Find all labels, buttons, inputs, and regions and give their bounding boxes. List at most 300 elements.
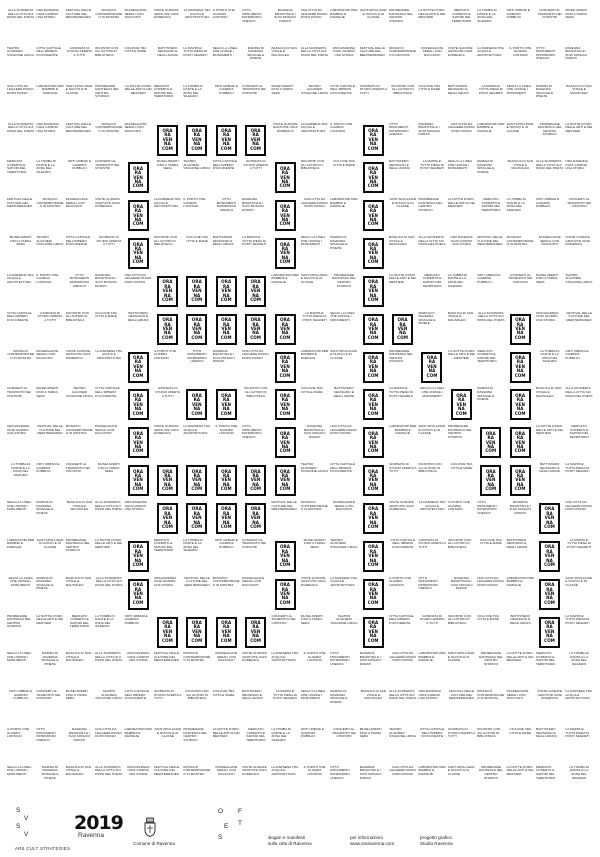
slogan-block — [447, 727, 476, 765]
slogan-text: SANT'APOLLINARE NUOVO E IN CLASSE — [389, 197, 417, 209]
slogan-block — [476, 46, 505, 84]
slogan-text: ORA RAVENNA OGNI GIORNO UNA STORIA — [36, 8, 59, 20]
slogan-block — [300, 386, 329, 424]
stamp-line: NA — [222, 141, 230, 147]
slogan-block — [212, 765, 241, 803]
slogan-block — [153, 576, 182, 614]
slogan-block — [65, 46, 94, 84]
stamp-box — [363, 465, 384, 496]
slogan-text: LA NOTTE D'ORO DELLE ARTI E DEI MESTIERI — [212, 727, 240, 739]
slogan-text: LA TOMBA DI DANTE E LA ZONA DEL SILENZIO — [183, 537, 203, 553]
stamp-box — [363, 200, 384, 231]
slogan-text: SEGUI LA LINEA CHE UNISCE I MONUMENTI — [8, 575, 33, 587]
slogan-block — [65, 576, 94, 614]
slogan-block — [535, 8, 564, 46]
stamp-line: VEN — [191, 515, 202, 521]
stamp-line: ORA — [515, 468, 526, 474]
slogan-block — [300, 727, 329, 765]
slogan-block — [564, 349, 593, 387]
slogan-block — [476, 273, 505, 311]
slogan-block — [300, 197, 329, 235]
ora-ravenna-stamp — [182, 462, 211, 500]
slogan-block — [535, 689, 564, 727]
slogan-text: MARINA DI RAVENNA SPIAGGE E PINETE — [41, 764, 59, 780]
stamp-line: NA — [164, 633, 171, 639]
stamp-line: ORA — [250, 619, 261, 625]
slogan-text: IL PORTO CHE GUARDA LONTANO — [447, 499, 470, 512]
stamp-box — [128, 541, 149, 572]
stamp-line: NA — [516, 443, 524, 449]
slogan-text: CITTA CAPITALE DELL'IMPERO D'OCCIDENTE — [36, 45, 61, 57]
stamp-line: VEN — [397, 326, 408, 332]
stamp-line: VEN — [280, 401, 290, 407]
slogan-text: LA MAPPA E' TUTTA PIENA DI POSTI SEGRETI — [565, 462, 590, 474]
stamp-line: COM — [514, 448, 526, 454]
slogan-text: ALLA SCOPERTA DELLA CITTA SUI PASSI DEL POETA — [95, 499, 123, 512]
stamp-line: NA — [193, 481, 201, 487]
slogan-text: OTTO MONUMENTI PATRIMONIO UNESCO — [418, 575, 438, 591]
ora-ravenna-stamp — [212, 311, 241, 349]
slogan-block — [447, 273, 476, 311]
slogan-text: LA DARSENA TRA ACQUA E ARCHITETTURA — [477, 45, 504, 57]
stamp-line: VEN — [162, 288, 173, 294]
stamp-line: RA — [222, 397, 230, 403]
slogan-text: VISITE GUIDATE GRATUITE OGNI DOMENICA — [65, 348, 91, 360]
slogan-text: CICLOVIE TRA CITTA E MARE — [450, 462, 473, 470]
stamp-line: VEN — [162, 515, 173, 521]
stamp-line: ORA — [515, 355, 526, 361]
stamp-box — [392, 314, 413, 345]
stamp-line: COM — [544, 524, 555, 530]
stamp-line: COM — [132, 486, 144, 492]
stamp-line: ORA — [221, 468, 232, 474]
slogan-text: VISITE GUIDATE GRATUITE OGNI DOMENICA — [447, 45, 473, 57]
stamp-line: RA — [222, 132, 230, 138]
ora-ravenna-stamp — [417, 349, 446, 387]
slogan-block — [300, 614, 329, 652]
slogan-block — [124, 84, 153, 122]
slogan-text: FESTIVAL DELLE CULTURE DEL MEDITERRANEO — [359, 45, 386, 57]
slogan-text: SANT'APOLLINARE NUOVO E IN CLASSE — [300, 272, 328, 284]
slogan-block — [153, 84, 182, 122]
slogan-block — [35, 765, 64, 803]
slogan-text: INCONTRI CON GLI AUTORI IN BIBLIOTECA — [153, 235, 177, 247]
slogan-block — [6, 727, 35, 765]
slogan-block — [388, 462, 417, 500]
slogan-text: LA DARSENA TRA ACQUA E ARCHITETTURA — [330, 575, 357, 587]
stamp-line: RA — [222, 283, 230, 289]
slogan-block — [329, 8, 358, 46]
stamp-line: ORA — [162, 128, 173, 134]
slogan-block — [153, 235, 182, 273]
stamp-line: RA — [222, 321, 230, 327]
slogan-text: LA NOTTE D'ORO DELLE ARTI E DEI MESTIERI — [124, 83, 152, 95]
stamp-line: NA — [369, 633, 377, 639]
stamp-line: VEN — [368, 288, 379, 294]
slogan-text: IL PORTO CHE GUARDA LONTANO — [389, 575, 412, 587]
stamp-line: NA — [369, 330, 377, 336]
stamp-line: VEN — [191, 477, 202, 483]
stamp-line: VEN — [250, 628, 261, 634]
ora-ravenna-stamp — [271, 311, 300, 349]
slogan-block — [417, 500, 446, 538]
stamp-line: COM — [132, 259, 144, 265]
stamp-line: COM — [162, 486, 173, 492]
stamp-line: NA — [222, 633, 230, 639]
stamp-line: RA — [222, 624, 230, 630]
slogan-text: LA TOMBA DI DANTE E LA ZONA DEL SILENZIO — [36, 159, 56, 175]
stamp-line: NA — [252, 519, 260, 525]
stamp-line: VEN — [368, 401, 379, 407]
slogan-text: VISITE GUIDATE GRATUITE OGNI DOMENICA — [95, 197, 120, 209]
slogan-block — [35, 576, 64, 614]
slogan-block — [564, 235, 593, 273]
slogan-text: LA MAPPA E' TUTTA PIENA DI POSTI SEGRETI — [389, 386, 414, 398]
stamp-line: NA — [134, 443, 142, 449]
oft-logo-letter: S — [218, 834, 223, 841]
slogan-block — [65, 500, 94, 538]
stamp-line: NA — [193, 330, 201, 336]
slogan-block — [329, 538, 358, 576]
slogan-text: INCONTRI CON GLI AUTORI IN BIBLIOTECA — [244, 386, 268, 398]
stamp-box — [275, 427, 296, 458]
stamp-line: VEN — [221, 401, 232, 407]
slogan-block — [6, 349, 35, 387]
slogan-block — [212, 46, 241, 84]
stamp-line: NA — [134, 179, 142, 185]
slogan-text: SANT'APOLLINARE NUOVO E IN CLASSE — [565, 575, 593, 587]
stamp-box — [245, 276, 266, 307]
stamp-line: NA — [369, 216, 377, 222]
stamp-line: COM — [132, 183, 144, 189]
slogan-text: IL PORTO CHE GUARDA LONTANO — [212, 8, 235, 20]
slogan-text: BASILICA DI SAN VITALE E MAUSOLEO — [507, 159, 534, 171]
stamp-line: COM — [279, 221, 291, 227]
slogan-block — [535, 311, 564, 349]
slogan-text: MUSEI APERTI FINO A TARDA SERA — [303, 537, 326, 549]
slogan-text: SEGUI LA LINEA CHE UNISCE I MONUMENTI — [420, 386, 445, 398]
slogan-block — [271, 614, 300, 652]
stamp-line: ORA — [544, 619, 555, 625]
stamp-box — [363, 162, 384, 193]
slogan-block — [124, 614, 153, 652]
stamp-line: VEN — [368, 628, 379, 634]
slogan-block — [300, 273, 329, 311]
slogan-text: BATTISTERO NEONIANO E DEGLI ARIANI — [333, 386, 355, 398]
slogan-text: LABORATORI PER BAMBINI E FAMIGLIE — [418, 764, 446, 776]
stamp-line: NA — [369, 141, 377, 147]
slogan-block — [417, 386, 446, 424]
slogan-text: PASSEGGIATE SERALI CON RACCONTI — [215, 651, 238, 663]
stamp-line: RA — [134, 170, 142, 176]
slogan-block — [329, 614, 358, 652]
stamp-line: ORA — [191, 317, 202, 323]
stamp-line: ORA — [250, 279, 261, 285]
stamp-box — [363, 541, 384, 572]
stamp-box — [539, 617, 560, 648]
slogan-block — [212, 538, 241, 576]
slogan-text: ORA RAVENNA OGNI GIORNO UNA STORIA — [36, 121, 59, 133]
slogan-text: RAVENNA BIZANTINA E I SUOI MOSAICI DORATI — [68, 727, 91, 742]
slogan-text: CONCERTI AL TRAMONTO NEI CHIOSTRI — [65, 462, 90, 474]
slogan-block — [94, 159, 123, 197]
slogan-text: BASILICA DI SAN VITALE E MAUSOLEO — [447, 310, 474, 322]
stamp-box — [275, 200, 296, 231]
slogan-text: BASILICA DI SAN VITALE E MAUSOLEO — [566, 83, 592, 95]
slogan-text: MOSAICO CONTEMPORANEO IN MOSTRA — [389, 45, 416, 57]
stamp-line: NA — [222, 406, 230, 412]
slogan-text: LABORATORI PER BAMBINI E FAMIGLIE — [271, 272, 299, 284]
stamp-line: ORA — [133, 468, 144, 474]
slogan-text: UNA CITTA DA LEGGERE PASSO DOPO PASSO — [300, 8, 328, 20]
stamp-line: ORA — [250, 506, 261, 512]
slogan-text: MERCATO COPERTO E SAPORI DEL TERRITORIO — [536, 651, 556, 666]
slogan-block — [359, 46, 388, 84]
stamp-line: COM — [367, 448, 379, 454]
stamp-line: VEN — [162, 136, 173, 142]
slogan-block — [65, 765, 94, 803]
slogan-block — [476, 122, 505, 160]
stamp-box — [157, 503, 178, 534]
stamp-line: COM — [162, 297, 173, 303]
slogan-block — [359, 8, 388, 46]
slogan-text: OTTO MONUMENTI PATRIMONIO UNESCO — [216, 197, 237, 212]
slogan-block — [506, 538, 535, 576]
slogan-text: MUSEI APERTI FINO A TARDA SERA — [565, 8, 588, 20]
stamp-line: RA — [546, 548, 553, 554]
slogan-block — [124, 765, 153, 803]
stamp-line: RA — [281, 170, 289, 176]
slogan-text: CITTA CAPITALE DELL'IMPERO D'OCCIDENTE — [7, 310, 32, 322]
ora-ravenna-stamp — [359, 235, 388, 273]
stamp-box — [539, 541, 560, 572]
slogan-text: ORA RAVENNA OGNI GIORNO UNA STORIA — [127, 764, 150, 776]
stamp-line: RA — [193, 321, 201, 327]
slogan-text: LA MAPPA E' TUTTA PIENA DI POSTI SEGRETI — [478, 83, 503, 95]
slogan-text: LA MAPPA E' TUTTA PIENA DI POSTI SEGRETI — [565, 613, 590, 625]
slogan-text: BATTISTERO NEONIANO E DEGLI ARIANI — [389, 159, 410, 171]
slogan-text: BATTISTERO NEONIANO E DEGLI ARIANI — [506, 537, 528, 549]
sv-logo-letter: V — [24, 815, 29, 822]
stamp-box — [275, 238, 296, 269]
slogan-text: TEATRO ALIGHIERI STAGIONE LIRICA — [95, 689, 123, 701]
slogan-block — [535, 122, 564, 160]
stamp-line: NA — [487, 443, 495, 449]
footer-col1-line2: sulla citta di Ravenna — [268, 841, 312, 846]
slogan-text: LA TOMBA DI DANTE E LA ZONA DEL SILENZIO — [506, 197, 527, 212]
slogan-text: BASILICA DI SAN VITALE E MAUSOLEO — [360, 689, 387, 701]
stamp-line: NA — [193, 141, 201, 147]
slogan-text: INCONTRI CON GLI AUTORI IN BIBLIOTECA — [477, 727, 501, 739]
slogan-block — [447, 46, 476, 84]
slogan-text: ORA RAVENNA OGNI GIORNO UNA STORIA — [565, 159, 588, 171]
slogan-block — [388, 84, 417, 122]
slogan-text: MOSAICO CONTEMPORANEO IN MOSTRA — [183, 764, 211, 776]
slogan-block — [6, 651, 35, 689]
stamp-line: RA — [458, 397, 465, 403]
slogan-text: PASSEGGIATE SERALI CON RACCONTI — [538, 235, 561, 247]
slogan-block — [300, 46, 329, 84]
slogan-text: IL PORTO CHE GUARDA LONTANO — [509, 45, 532, 57]
slogan-text: ORA RAVENNA OGNI GIORNO UNA STORIA — [536, 310, 559, 322]
slogan-text: SANT'APOLLINARE NUOVO E IN CLASSE — [418, 424, 446, 436]
slogan-block — [35, 651, 64, 689]
slogan-block — [6, 576, 35, 614]
ora-ravenna-stamp — [241, 122, 270, 160]
slogan-text: UNA CITTA DA LEGGERE PASSO DOPO PASSO — [95, 727, 122, 739]
ora-ravenna-stamp — [182, 273, 211, 311]
slogan-text: BATTISTERO NEONIANO E DEGLI ARIANI — [536, 727, 557, 739]
slogan-text: PROMENADE DANTESCA NEL CENTRO STORICO — [447, 424, 472, 439]
slogan-block — [476, 689, 505, 727]
stamp-line: ORA — [221, 392, 232, 398]
slogan-block — [535, 765, 564, 803]
slogan-text: GIORNATA DI STUDIO APERTA A TUTTI — [67, 45, 92, 57]
stamp-line: RA — [252, 473, 259, 479]
stamp-line: RA — [193, 510, 201, 516]
stamp-line: ORA — [368, 582, 379, 588]
stamp-line: COM — [367, 221, 379, 227]
slogan-text: ORA RAVENNA OGNI GIORNO UNA STORIA — [332, 45, 356, 57]
footer — [0, 805, 600, 857]
stamp-line: ORA — [279, 582, 291, 588]
stamp-box — [128, 200, 149, 231]
slogan-block — [388, 614, 417, 652]
stamp-line: RA — [193, 132, 201, 138]
slogan-block — [417, 235, 446, 273]
slogan-text: PASSEGGIATE SERALI CON RACCONTI — [124, 8, 147, 20]
slogan-block — [153, 159, 182, 197]
slogan-block — [447, 538, 476, 576]
stamp-box — [451, 389, 472, 420]
ora-ravenna-stamp — [271, 235, 300, 273]
slogan-text: CICLOVIE TRA CITTA E MARE — [480, 537, 502, 546]
slogan-text: IL PORTO CHE GUARDA LONTANO — [153, 348, 176, 360]
slogan-text: LA NOTTE D'ORO DELLE ARTI E DEI MESTIERI — [536, 424, 563, 436]
footer-col1-line1: slogan e manifesti — [268, 835, 306, 840]
stamp-line: RA — [281, 245, 289, 251]
stamp-line: ORA — [515, 392, 526, 398]
slogan-block — [65, 8, 94, 46]
stamp-box — [128, 389, 149, 420]
slogan-text: SANT'APOLLINARE NUOVO E IN CLASSE — [447, 764, 475, 776]
slogan-block — [388, 159, 417, 197]
slogan-block — [94, 197, 123, 235]
stamp-line: RA — [164, 473, 171, 479]
stamp-line: RA — [369, 132, 377, 138]
slogan-block — [329, 273, 358, 311]
slogan-text: SEGUI LA LINEA CHE UNISCE I MONUMENTI — [300, 689, 326, 701]
slogan-text: LA NOTTE D'ORO DELLE ARTI E DEI MESTIERI — [95, 537, 123, 549]
slogan-block — [447, 197, 476, 235]
stamp-box — [421, 352, 442, 383]
slogan-block — [153, 424, 182, 462]
slogan-text: IL PORTO CHE GUARDA LONTANO — [303, 764, 326, 776]
stamp-box — [186, 617, 207, 648]
stamp-line: RA — [281, 435, 289, 441]
slogan-text: PROMENADE DANTESCA NEL CENTRO STORICO — [65, 537, 90, 553]
slogan-block — [6, 386, 35, 424]
stamp-line: VEN — [544, 590, 555, 596]
stamp-line: RA — [281, 548, 289, 554]
stamp-line: VEN — [191, 136, 202, 142]
slogan-text: OTTO MONUMENTI PATRIMONIO UNESCO — [389, 121, 409, 137]
slogan-text: ORA RAVENNA OGNI GIORNO UNA STORIA — [7, 424, 30, 436]
stamp-line: ORA — [250, 128, 261, 134]
stamp-line: VEN — [221, 628, 232, 634]
slogan-block — [94, 311, 123, 349]
stamp-box — [510, 465, 531, 496]
ora-ravenna-stamp — [359, 122, 388, 160]
slogan-text: MOSAICO CONTEMPORANEO IN MOSTRA — [7, 348, 35, 360]
slogan-text: BATTISTERO NEONIANO E DEGLI ARIANI — [447, 83, 469, 95]
slogan-block — [417, 122, 446, 160]
slogan-text: LA TOMBA DI DANTE E LA ZONA DEL SILENZIO — [10, 462, 31, 477]
stamp-line: NA — [369, 179, 377, 185]
slogan-text: LA MAPPA E' TUTTA PIENA DI POSTI SEGRETI — [302, 310, 327, 322]
slogan-block — [476, 614, 505, 652]
stamp-line: RA — [134, 397, 142, 403]
slogan-block — [300, 159, 329, 197]
slogan-text: SEGUI LA LINEA CHE UNISCE I MONUMENTI — [330, 310, 355, 322]
slogan-block — [65, 651, 94, 689]
stamp-line: VEN — [133, 590, 143, 596]
oft-logo-letter: O — [218, 808, 224, 815]
slogan-text: BATTISTERO NEONIANO E DEGLI ARIANI — [242, 689, 263, 701]
stamp-line: VEN — [544, 553, 555, 559]
stamp-line: VEN — [133, 401, 143, 407]
slogan-block — [300, 84, 329, 122]
slogan-text: UNA CITTA DA LEGGERE PASSO DOPO PASSO — [242, 348, 269, 360]
slogan-text: ALLA SCOPERTA DELLA CITTA SUI PASSI DEL POETA — [565, 386, 593, 398]
slogan-block — [300, 349, 329, 387]
slogan-block — [6, 500, 35, 538]
slogan-block — [359, 689, 388, 727]
slogan-text: TEATRO ALIGHIERI STAGIONE LIRICA — [65, 386, 93, 398]
slogan-block — [506, 651, 535, 689]
ora-ravenna-stamp — [359, 159, 388, 197]
stamp-line: VEN — [133, 174, 143, 180]
stamp-line: VEN — [280, 174, 290, 180]
stamp-box — [157, 617, 178, 648]
stamp-line: VEN — [133, 439, 143, 445]
stamp-line: ORA — [279, 317, 291, 323]
slogan-block — [6, 538, 35, 576]
slogan-block — [212, 84, 241, 122]
slogan-text: ORTI URBANI E GIARDINI PUBBLICI — [536, 197, 560, 209]
stamp-box — [275, 352, 296, 383]
slogan-block — [271, 273, 300, 311]
slogan-text: MERCATO COPERTO E SAPORI DEL TERRITORIO — [451, 8, 472, 23]
slogan-block — [329, 235, 358, 273]
slogan-text: MERCATO COPERTO E SAPORI DEL TERRITORIO — [69, 613, 90, 629]
slogan-text: INCONTRI CON GLI AUTORI IN BIBLIOTECA — [185, 689, 209, 701]
slogan-text: MOSAICO CONTEMPORANEO IN MOSTRA — [212, 575, 240, 587]
slogan-text: CITTA CAPITALE DELL'IMPERO D'OCCIDENTE — [330, 462, 355, 474]
slogan-text: LA TOMBA DI DANTE E LA ZONA DEL SILENZIO — [95, 613, 115, 629]
slogan-block — [300, 424, 329, 462]
stamp-line: COM — [220, 145, 232, 151]
slogan-block — [182, 349, 211, 387]
slogan-text: LA NOTTE D'ORO DELLE ARTI E DEI MESTIERI — [447, 197, 475, 209]
stamp-line: NA — [252, 633, 260, 639]
slogan-block — [506, 122, 535, 160]
slogan-block — [6, 462, 35, 500]
oft-logo-letter: E — [224, 823, 229, 830]
stamp-line: RA — [193, 283, 201, 289]
slogan-block — [564, 122, 593, 160]
stamp-line: ORA — [221, 317, 232, 323]
